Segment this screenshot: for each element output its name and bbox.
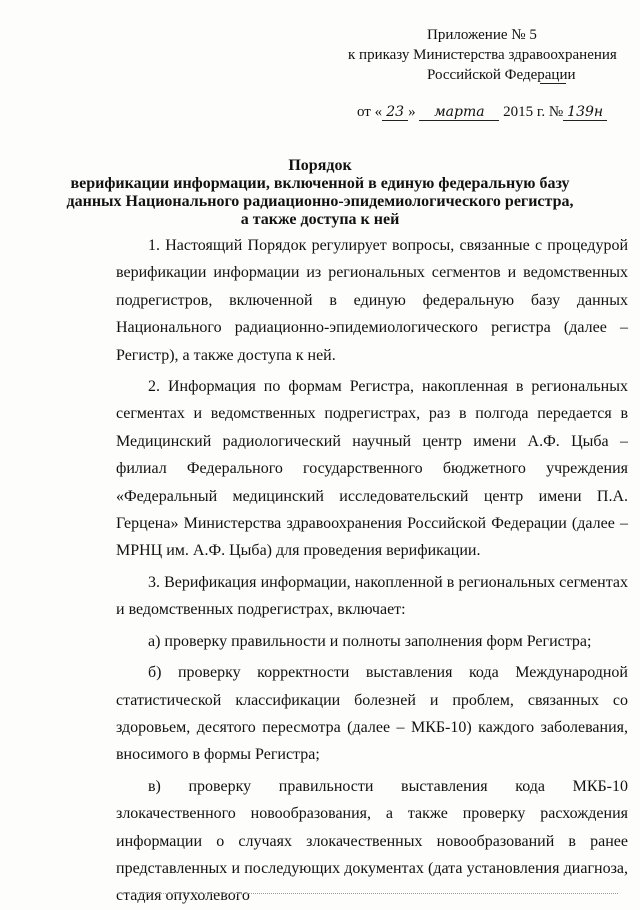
order-number: 139н <box>563 104 607 121</box>
date-prefix: от « <box>357 104 383 120</box>
doc-subtitle-1: верификации информации, включенной в единую федеральную базу <box>70 175 570 192</box>
appendix-number: Приложение № 5 <box>427 27 537 43</box>
scan-edge <box>118 893 618 894</box>
appendix-date-line <box>357 104 607 121</box>
doc-subtitle-3: а также доступа к ней <box>240 211 400 228</box>
appendix-order-ref: к приказу Министерства здравоохранения <box>348 47 617 63</box>
doc-subtitle-2: данных Национального радиационно-эпидемиологического регистра, <box>66 193 574 210</box>
paragraph-3a: а) проверку правильности и полноты заполнения форм Регистра; <box>148 632 592 650</box>
paragraph-3: 3. Верификация информации, накопленной в региональных сегментах и ведомственных подрегистрах, включает: <box>116 573 628 619</box>
underline-mark <box>540 83 566 84</box>
document-body <box>116 232 628 910</box>
appendix-ministry: Российской Федерации <box>427 67 576 83</box>
date-month: марта <box>419 104 499 121</box>
paragraph-3b: б) проверку корректности выставления кода Международной статистической классификации болезней и проблем, связанных со здоровьем, десятого пересмотра (далее – МКБ-10) каждого заболевания, вносимого в формы Регистра; <box>116 664 628 764</box>
doc-title: Порядок <box>288 157 352 174</box>
paragraph-2: 2. Информация по формам Регистра, накопленная в региональных сегментах и ведомственных подрегистрах, раз в полгода передается в Медицинский радиологический научный центр имени А.Ф. Цыба – филиал Федерального государственного бюджетного учреждения «Федеральный медицинский исследовательский центр имени П.А. Герцена» Министерства здравоохранения Российской Федерации (далее – МРНЦ им. А.Ф. Цыба) для проведения верификации. <box>116 378 628 560</box>
paragraph-3c: в) проверку правильности выставления кода МКБ-10 злокачественного новообразования, а также проверку расхождения информации о случаях злокачественных новообразований в ранее представленных и последующих документах (дата установления диагноза, стадия опухолевого <box>116 777 628 905</box>
date-day: 23 <box>382 104 408 121</box>
date-quote: » <box>408 104 416 120</box>
paragraph-1: 1. Настоящий Порядок регулирует вопросы, связанные с процедурой верификации информации из региональных сегментов и ведомственных подрегистров, включенной в единую федеральную базу данных Национального радиационно-эпидемиологического регистра (далее – Регистр), а также доступа к ней. <box>116 237 628 364</box>
date-year: 2015 г. № <box>503 104 564 120</box>
